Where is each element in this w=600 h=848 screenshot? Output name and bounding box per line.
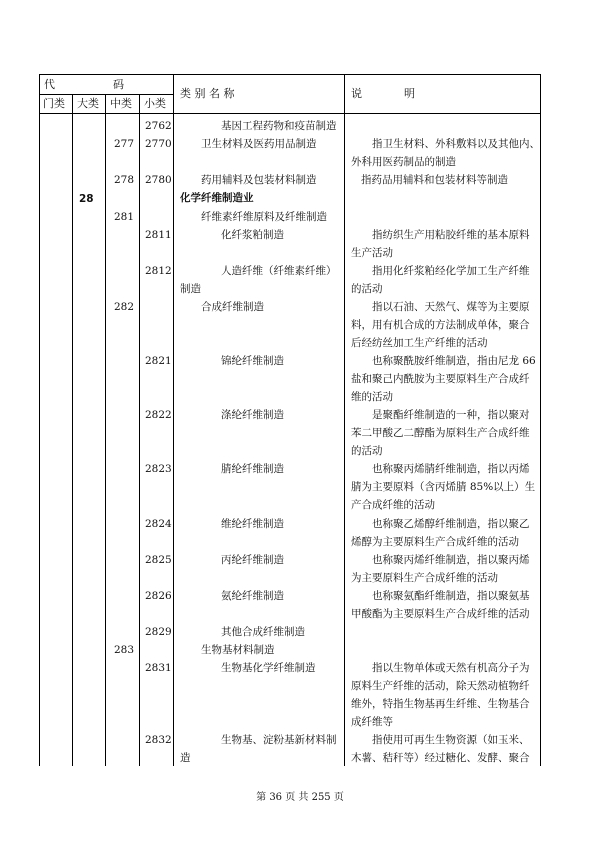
description-line: 为主要原料生产合成纤维的活动 xyxy=(351,572,498,584)
description-line: 也称聚丙烯纤维制造，指以聚丙烯 xyxy=(372,554,530,566)
category-name: 丙纶纤维制造 xyxy=(221,554,284,566)
code-zhong: 281 xyxy=(114,211,135,223)
category-name: 维纶纤维制造 xyxy=(221,518,284,530)
header-code-2: 码 xyxy=(113,78,124,91)
header-description: 说 xyxy=(351,87,362,100)
category-name: 合成纤维制造 xyxy=(201,301,264,313)
code-zhong: 282 xyxy=(114,301,135,313)
description-line: 甲酸酯为主要原料生产合成纤维的活动 xyxy=(351,608,530,620)
description-line: 是聚酯纤维制造的一种，指以聚对 xyxy=(372,409,530,421)
col-border-right xyxy=(540,74,541,766)
code-xiao: 2780 xyxy=(145,174,172,186)
category-name: 生物基、淀粉基新材料制 xyxy=(221,734,337,746)
code-xiao: 2822 xyxy=(145,409,172,421)
code-xiao: 2829 xyxy=(145,626,172,638)
description-line: 也称聚乙烯醇纤维制造，指以聚乙 xyxy=(372,518,530,530)
header-da: 大类 xyxy=(77,97,99,110)
header-xiao: 小类 xyxy=(144,97,166,110)
description-line: 料，用有机合成的方法制成单体，聚合 xyxy=(351,319,530,331)
description-line: 木薯、秸秆等）经过糖化、发酵、聚合 xyxy=(351,752,530,764)
header-code-divider xyxy=(39,94,173,95)
description-line: 烯醇为主要原料生产合成纤维的活动 xyxy=(351,536,519,548)
description-line: 指使用可再生生物资源（如玉米、 xyxy=(372,734,530,746)
description-line: 的活动 xyxy=(351,445,383,457)
description-line: 指以生物单体或天然有机高分子为 xyxy=(372,662,530,674)
description-line: 指卫生材料、外科敷料以及其他内、 xyxy=(372,138,540,150)
category-name: 锦纶纤维制造 xyxy=(221,355,284,367)
code-xiao: 2762 xyxy=(145,120,172,132)
description-line: 生产活动 xyxy=(351,247,393,259)
description-line: 指药品用辅料和包装材料等制造 xyxy=(361,174,508,186)
code-da: 28 xyxy=(79,193,94,205)
header-men: 门类 xyxy=(43,97,65,110)
description-line: 指用化纤浆粕经化学加工生产纤维 xyxy=(372,265,530,277)
description-line: 成纤维等 xyxy=(351,716,393,728)
code-zhong: 278 xyxy=(114,174,135,186)
col-border-xiao xyxy=(173,74,174,766)
category-name-continued: 造 xyxy=(180,752,191,764)
description-line: 产合成纤维的活动 xyxy=(351,499,435,511)
description-line: 指纺织生产用粘胶纤维的基本原料 xyxy=(372,229,530,241)
header-zhong: 中类 xyxy=(110,97,132,110)
category-name: 生物基化学纤维制造 xyxy=(221,662,316,674)
code-xiao: 2812 xyxy=(145,265,172,277)
description-line: 指以石油、天然气、煤等为主要原 xyxy=(372,301,530,313)
category-name: 化学纤维制造业 xyxy=(180,192,254,204)
code-xiao: 2831 xyxy=(145,662,172,674)
description-line: 维的活动 xyxy=(351,391,393,403)
table-top-border xyxy=(39,74,540,75)
category-name: 氨纶纤维制造 xyxy=(221,590,284,602)
category-name: 基因工程药物和疫苗制造 xyxy=(221,120,337,132)
description-line: 也称聚氨酯纤维制造，指以聚氨基 xyxy=(372,590,530,602)
description-line: 维外，特指生物基再生纤维、生物基合 xyxy=(351,698,530,710)
code-zhong: 283 xyxy=(114,644,135,656)
category-name: 涤纶纤维制造 xyxy=(221,409,284,421)
category-name: 腈纶纤维制造 xyxy=(221,463,284,475)
category-name: 化纤浆粕制造 xyxy=(221,229,284,241)
description-line: 的活动 xyxy=(351,283,383,295)
header-description-2: 明 xyxy=(404,87,415,100)
page-number-footer: 第 36 页 共 255 页 xyxy=(256,792,344,803)
code-xiao: 2825 xyxy=(145,554,172,566)
description-line: 后经纺丝加工生产纤维的活动 xyxy=(351,337,488,349)
code-xiao: 2811 xyxy=(145,229,172,241)
code-xiao: 2823 xyxy=(145,463,172,475)
code-xiao: 2770 xyxy=(145,138,172,150)
category-name: 人造纤维（纤维素纤维） xyxy=(221,265,337,277)
description-line: 也称聚丙烯腈纤维制造，指以丙烯 xyxy=(372,463,530,475)
code-xiao: 2832 xyxy=(145,734,172,746)
category-name: 卫生材料及医药用品制造 xyxy=(201,138,317,150)
category-name: 纤维素纤维原料及纤维制造 xyxy=(201,211,327,223)
description-line: 原料生产纤维的活动，除天然动植物纤 xyxy=(351,680,530,692)
category-name: 生物基材料制造 xyxy=(201,644,275,656)
category-name: 药用辅料及包装材料制造 xyxy=(201,174,317,186)
description-line: 也称聚酰胺纤维制造，指由尼龙 66 xyxy=(372,355,536,367)
description-line: 盐和聚己内酰胺为主要原料生产合成纤 xyxy=(351,373,530,385)
col-border-zhong xyxy=(139,94,140,766)
category-name-continued: 制造 xyxy=(180,283,201,295)
code-xiao: 2824 xyxy=(145,518,172,530)
col-border-men xyxy=(72,94,73,766)
description-line: 苯二甲酸乙二醇酯为原料生产合成纤维 xyxy=(351,427,530,439)
header-category-name: 类 别 名 称 xyxy=(180,87,235,100)
col-border-da xyxy=(105,94,106,766)
col-border-name xyxy=(344,74,345,766)
code-xiao: 2821 xyxy=(145,355,172,367)
code-zhong: 277 xyxy=(114,138,135,150)
description-line: 外科用医药制品的制造 xyxy=(351,156,456,168)
description-line: 腈为主要原料（含丙烯腈 85%以上）生 xyxy=(351,481,536,493)
header-code: 代 xyxy=(44,78,55,91)
code-xiao: 2826 xyxy=(145,590,172,602)
header-bottom-border xyxy=(39,113,540,114)
category-name: 其他合成纤维制造 xyxy=(221,626,305,638)
col-border-left xyxy=(39,74,40,766)
